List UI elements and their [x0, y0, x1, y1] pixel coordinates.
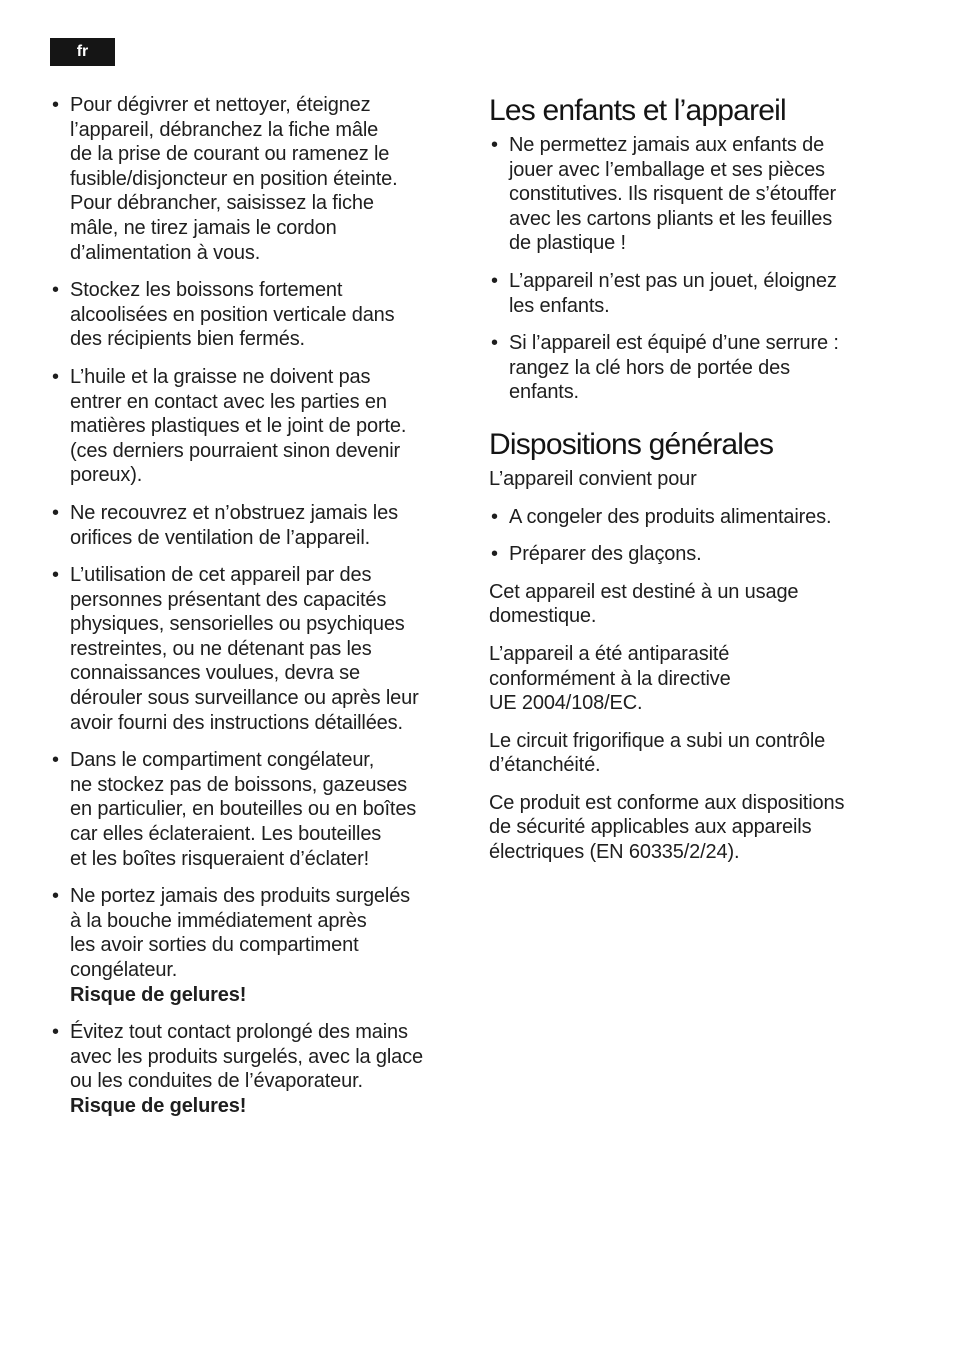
children-heading: Les enfants et l’appareil [489, 94, 786, 127]
general-intro: L’appareil convient pour [489, 467, 697, 490]
list-item [489, 542, 909, 567]
list-item [50, 501, 470, 550]
item-text: Dans le compartiment congélateur, ne stockez pas de boissons, gazeuses en particulier, en bouteilles ou en boîtes car elles éclateraient. Les bouteilles et les boîtes risqueraient d’éclater! [70, 749, 417, 870]
paragraph-refrigerant-circuit: Le circuit frigorifique a subi un contrôle d’étanchéité. [489, 729, 826, 777]
item-text: L’huile et la graisse ne doivent pas entrer en contact avec les parties en matières plastiques et le joint de porte. (ces derniers pourraient sinon devenir poreux). [70, 365, 407, 487]
item-text: L’utilisation de cet appareil par des personnes présentant des capacités physiques, sensorielles ou psychiques restreintes, ou ne détenant pas les connaissances voulues, devra se dérouler sous surveillance ou après leur avoir fourni des instructions détaillées. [70, 564, 419, 734]
usage-list [489, 505, 909, 567]
list-item [489, 505, 909, 530]
frostbite-warning: Risque de gelures! [70, 1094, 247, 1117]
item-text: Ne recouvrez et n’obstruez jamais les orifices de ventilation de l’appareil. [70, 501, 398, 549]
list-item [489, 269, 909, 318]
list-item [489, 133, 909, 256]
list-item [489, 331, 909, 405]
item-text: A congeler des produits alimentaires. [509, 505, 832, 528]
frostbite-warning: Risque de gelures! [70, 983, 247, 1006]
item-text: Pour dégivrer et nettoyer, éteignez l’appareil, débranchez la fiche mâle de la prise de courant ou ramenez le fusible/disjoncteur en position éteinte. Pour débrancher, saisissez la fiche mâle, ne tirez jamais le cordon d’alimentation à vous. [70, 94, 398, 264]
list-item [50, 563, 470, 735]
list-item [50, 884, 470, 1007]
item-text: Ne permettez jamais aux enfants de jouer avec l’emballage et ses pièces constitutives. Ils risquent de s’étouffer avec les cartons pliants et les feuilles de plastique ! [509, 134, 836, 255]
language-tab: fr [50, 38, 115, 66]
children-list [489, 133, 909, 405]
item-text: Stockez les boissons fortement alcoolisées en position verticale dans des récipients bien fermés. [70, 279, 395, 351]
item-text: Si l’appareil est équipé d’une serrure : rangez la clé hors de portée des enfants. [509, 332, 839, 404]
item-text: Ne portez jamais des produits surgelés à la bouche immédiatement après les avoir sorties du compartiment congélateur. [70, 885, 411, 981]
left-column [50, 93, 470, 1132]
right-column [489, 93, 909, 878]
list-item [50, 278, 470, 352]
item-text: Évitez tout contact prolongé des mains avec les produits surgelés, avec la glace ou les conduites de l’évaporateur. [70, 1021, 423, 1093]
paragraph-domestic-use: Cet appareil est destiné à un usage domestique. [489, 580, 799, 628]
item-text: L’appareil n’est pas un jouet, éloignez les enfants. [509, 269, 837, 317]
list-item [50, 93, 470, 265]
list-item [50, 365, 470, 488]
list-item [50, 748, 470, 871]
safety-list [50, 93, 470, 1119]
paragraph-interference: L’appareil a été antiparasité conformément à la directive UE 2004/108/EC. [489, 642, 731, 715]
item-text: Préparer des glaçons. [509, 543, 702, 566]
paragraph-safety-compliance: Ce produit est conforme aux dispositions de sécurité applicables aux appareils électriques (EN 60335/2/24). [489, 791, 845, 864]
general-heading: Dispositions générales [489, 427, 774, 461]
list-item [50, 1020, 470, 1118]
